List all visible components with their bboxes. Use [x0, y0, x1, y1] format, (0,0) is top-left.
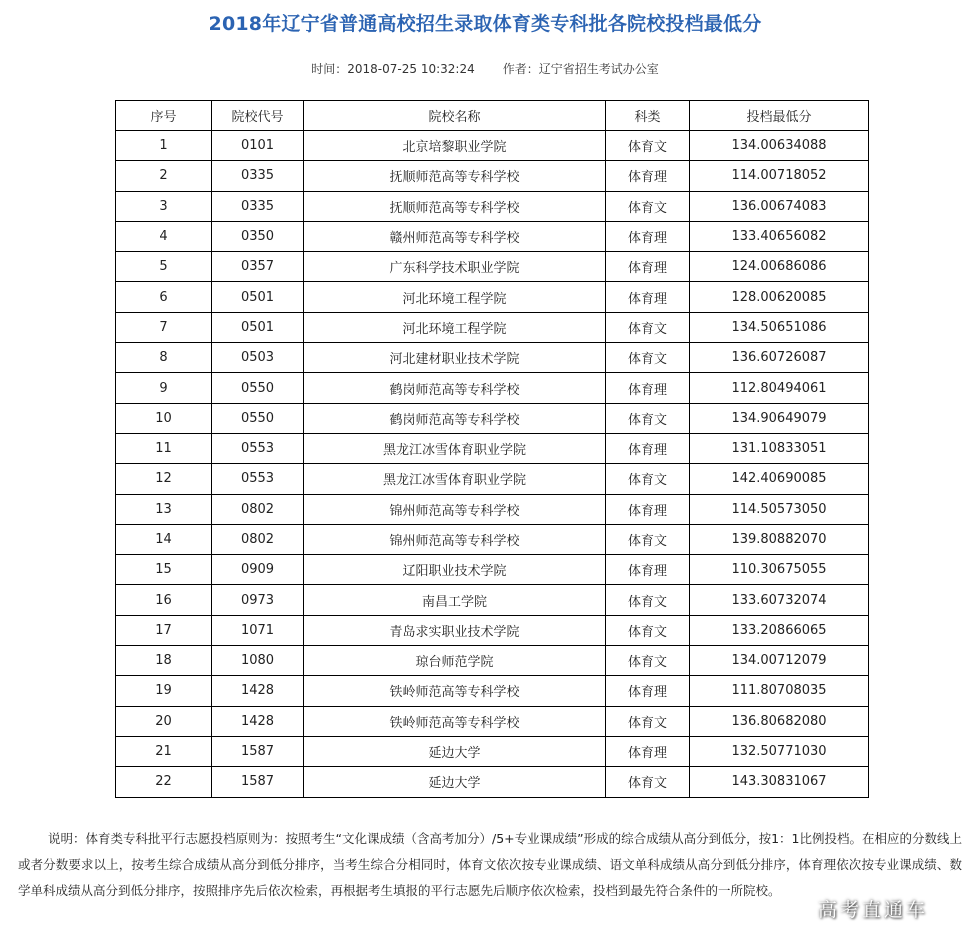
cell-index: 22	[116, 767, 212, 797]
cell-min-score: 142.40690085	[690, 464, 869, 494]
cell-school-code: 1428	[212, 676, 304, 706]
cell-school-name: 辽阳职业技术学院	[304, 555, 606, 585]
table-row	[116, 131, 869, 161]
cell-category: 体育文	[606, 131, 690, 161]
cell-category: 体育文	[606, 343, 690, 373]
table-row	[116, 524, 869, 554]
header-category: 科类	[606, 101, 690, 131]
cell-category: 体育理	[606, 555, 690, 585]
watermark: 高考直通车	[818, 899, 929, 921]
cell-category: 体育理	[606, 252, 690, 282]
cell-category: 体育文	[606, 615, 690, 645]
cell-category: 体育文	[606, 585, 690, 615]
cell-school-name: 青岛求实职业技术学院	[304, 615, 606, 645]
cell-school-name: 抚顺师范高等专科学校	[304, 161, 606, 191]
table-row	[116, 767, 869, 797]
cell-category: 体育文	[606, 706, 690, 736]
cell-category: 体育文	[606, 403, 690, 433]
header-min-score: 投档最低分	[690, 101, 869, 131]
cell-school-code: 1071	[212, 615, 304, 645]
cell-min-score: 133.60732074	[690, 585, 869, 615]
cell-min-score: 133.20866065	[690, 615, 869, 645]
cell-category: 体育理	[606, 161, 690, 191]
author-label: 作者：	[502, 62, 539, 76]
cell-index: 13	[116, 494, 212, 524]
table-row	[116, 373, 869, 403]
cell-school-code: 1428	[212, 706, 304, 736]
table-row	[116, 555, 869, 585]
cell-school-name: 锦州师范高等专科学校	[304, 524, 606, 554]
cell-index: 4	[116, 221, 212, 251]
table-row	[116, 161, 869, 191]
time-label: 时间：	[311, 62, 348, 76]
cell-school-code: 0350	[212, 221, 304, 251]
cell-school-name: 延边大学	[304, 736, 606, 766]
cell-index: 1	[116, 131, 212, 161]
explanation-note: 说明：体育类专科批平行志愿投档原则为：按照考生“文化课成绩（含高考加分）/5+专业课成绩”形成的综合成绩从高分到低分，按1：1比例投档。在相应的分数线上或者分数要求以上，按考生综合成绩从高分到低分排序，当考生综合分相同时，体育文依次按专业课成绩、语文单科成绩从高分到低分排序，体育理依次按专业课成绩、数学单科成绩从高分到低分排序，按照排序先后依次检索，再根据考生填报的平行志愿先后顺序依次检索，投档到最先符合条件的一所院校。	[18, 831, 962, 898]
cell-index: 18	[116, 646, 212, 676]
cell-min-score: 114.50573050	[690, 494, 869, 524]
cell-min-score: 133.40656082	[690, 221, 869, 251]
table-row	[116, 191, 869, 221]
cell-school-code: 0550	[212, 403, 304, 433]
cell-index: 19	[116, 676, 212, 706]
cell-school-code: 1080	[212, 646, 304, 676]
cell-category: 体育理	[606, 736, 690, 766]
table-row	[116, 736, 869, 766]
cell-school-code: 0101	[212, 131, 304, 161]
cell-school-name: 抚顺师范高等专科学校	[304, 191, 606, 221]
table-header-row	[116, 101, 869, 131]
cell-category: 体育文	[606, 312, 690, 342]
cell-school-code: 0501	[212, 282, 304, 312]
cell-min-score: 134.50651086	[690, 312, 869, 342]
cell-min-score: 114.00718052	[690, 161, 869, 191]
page-title: 2018年辽宁省普通高校招生录取体育类专科批各院校投档最低分	[208, 13, 762, 35]
cell-index: 11	[116, 433, 212, 463]
cell-min-score: 131.10833051	[690, 433, 869, 463]
cell-min-score: 132.50771030	[690, 736, 869, 766]
cell-min-score: 128.00620085	[690, 282, 869, 312]
cell-min-score: 124.00686086	[690, 252, 869, 282]
cell-index: 7	[116, 312, 212, 342]
cell-category: 体育理	[606, 282, 690, 312]
cell-category: 体育理	[606, 373, 690, 403]
table-row	[116, 585, 869, 615]
table-row	[116, 282, 869, 312]
cell-school-name: 黑龙江冰雪体育职业学院	[304, 464, 606, 494]
cell-min-score: 139.80882070	[690, 524, 869, 554]
scores-table	[115, 100, 869, 798]
cell-index: 5	[116, 252, 212, 282]
cell-index: 14	[116, 524, 212, 554]
cell-school-code: 0503	[212, 343, 304, 373]
cell-school-name: 广东科学技术职业学院	[304, 252, 606, 282]
cell-school-code: 0973	[212, 585, 304, 615]
cell-index: 3	[116, 191, 212, 221]
cell-min-score: 110.30675055	[690, 555, 869, 585]
cell-school-code: 0909	[212, 555, 304, 585]
cell-category: 体育理	[606, 676, 690, 706]
cell-category: 体育文	[606, 646, 690, 676]
cell-category: 体育文	[606, 767, 690, 797]
table-row	[116, 252, 869, 282]
table-row	[116, 312, 869, 342]
cell-school-code: 0802	[212, 524, 304, 554]
table-row	[116, 494, 869, 524]
cell-school-name: 北京培黎职业学院	[304, 131, 606, 161]
cell-school-name: 赣州师范高等专科学校	[304, 221, 606, 251]
table-row	[116, 706, 869, 736]
table-row	[116, 615, 869, 645]
cell-index: 21	[116, 736, 212, 766]
cell-school-code: 1587	[212, 736, 304, 766]
cell-index: 10	[116, 403, 212, 433]
cell-school-name: 琼台师范学院	[304, 646, 606, 676]
cell-school-code: 0335	[212, 191, 304, 221]
cell-school-name: 铁岭师范高等专科学校	[304, 676, 606, 706]
cell-school-name: 黑龙江冰雪体育职业学院	[304, 433, 606, 463]
cell-category: 体育文	[606, 191, 690, 221]
cell-school-name: 南昌工学院	[304, 585, 606, 615]
cell-school-name: 河北建材职业技术学院	[304, 343, 606, 373]
cell-school-code: 0357	[212, 252, 304, 282]
cell-school-code: 0501	[212, 312, 304, 342]
cell-category: 体育理	[606, 433, 690, 463]
table-row	[116, 433, 869, 463]
cell-min-score: 143.30831067	[690, 767, 869, 797]
cell-index: 2	[116, 161, 212, 191]
table-body	[116, 131, 869, 798]
cell-index: 9	[116, 373, 212, 403]
table-row	[116, 464, 869, 494]
cell-category: 体育理	[606, 494, 690, 524]
cell-school-name: 锦州师范高等专科学校	[304, 494, 606, 524]
cell-category: 体育理	[606, 221, 690, 251]
cell-index: 12	[116, 464, 212, 494]
cell-school-code: 0553	[212, 464, 304, 494]
cell-index: 15	[116, 555, 212, 585]
cell-min-score: 134.00634088	[690, 131, 869, 161]
cell-school-name: 铁岭师范高等专科学校	[304, 706, 606, 736]
table-row	[116, 403, 869, 433]
cell-min-score: 112.80494061	[690, 373, 869, 403]
time-value: 2018-07-25 10:32:24	[347, 62, 475, 76]
cell-school-name: 河北环境工程学院	[304, 312, 606, 342]
cell-index: 17	[116, 615, 212, 645]
table-row	[116, 646, 869, 676]
table-row	[116, 221, 869, 251]
cell-min-score: 136.80682080	[690, 706, 869, 736]
cell-category: 体育文	[606, 524, 690, 554]
cell-category: 体育文	[606, 464, 690, 494]
cell-school-code: 0553	[212, 433, 304, 463]
table-row	[116, 676, 869, 706]
cell-index: 16	[116, 585, 212, 615]
cell-school-name: 延边大学	[304, 767, 606, 797]
cell-school-code: 1587	[212, 767, 304, 797]
cell-index: 6	[116, 282, 212, 312]
cell-min-score: 134.90649079	[690, 403, 869, 433]
header-school-name: 院校名称	[304, 101, 606, 131]
cell-school-code: 0335	[212, 161, 304, 191]
cell-min-score: 136.60726087	[690, 343, 869, 373]
header-school-code: 院校代号	[212, 101, 304, 131]
cell-min-score: 136.00674083	[690, 191, 869, 221]
author-value: 辽宁省招生考试办公室	[538, 62, 659, 76]
article-meta	[0, 60, 970, 77]
cell-school-name: 鹤岗师范高等专科学校	[304, 403, 606, 433]
cell-school-name: 河北环境工程学院	[304, 282, 606, 312]
cell-school-code: 0550	[212, 373, 304, 403]
cell-index: 20	[116, 706, 212, 736]
cell-min-score: 111.80708035	[690, 676, 869, 706]
cell-school-code: 0802	[212, 494, 304, 524]
cell-school-name: 鹤岗师范高等专科学校	[304, 373, 606, 403]
cell-index: 8	[116, 343, 212, 373]
header-index: 序号	[116, 101, 212, 131]
cell-min-score: 134.00712079	[690, 646, 869, 676]
table-row	[116, 343, 869, 373]
